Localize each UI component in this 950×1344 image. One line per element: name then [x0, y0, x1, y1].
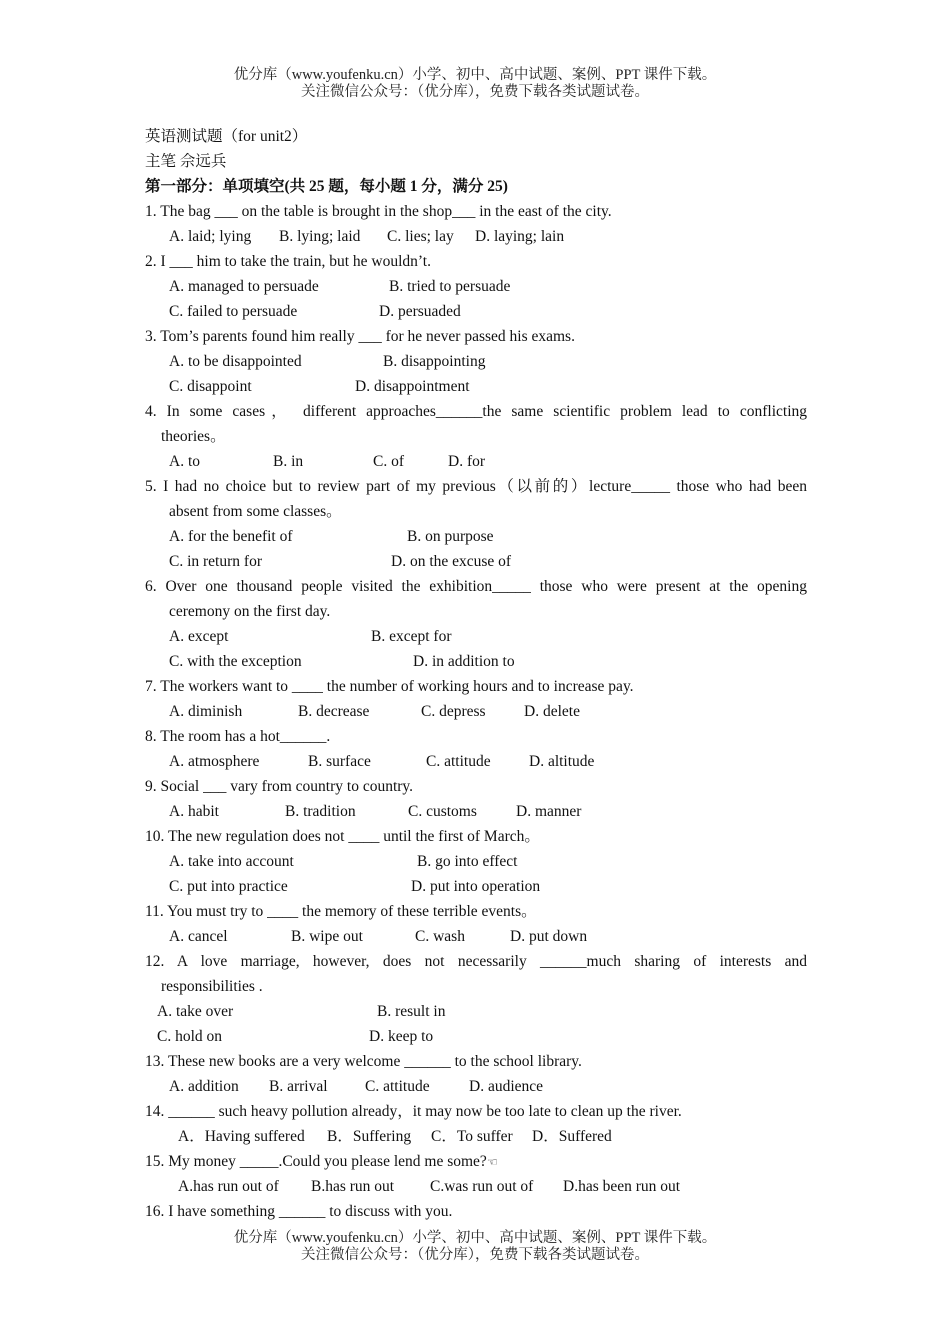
option-d: D. laying; lain	[475, 228, 565, 245]
question-stem: 5. I had no choice but to review part of my previous（以前的）lecture_____ those who had been	[145, 478, 807, 495]
option-d: D. manner	[516, 803, 582, 820]
doc-title: 英语测试题（for unit2）	[145, 128, 308, 145]
option-d: D. in addition to	[413, 653, 515, 670]
option-c: C. disappoint	[169, 378, 252, 395]
option-a: A. atmosphere	[169, 753, 260, 770]
option-c: C. attitude	[365, 1078, 430, 1095]
options-row	[145, 349, 807, 374]
option-b: B.has run out	[311, 1178, 395, 1195]
option-d: D. audience	[469, 1078, 544, 1095]
option-b: B. wipe out	[291, 928, 363, 945]
header-line-2: 关注微信公众号：（优分库），免费下载各类试题试卷。	[301, 84, 649, 100]
option-a: A. laid; lying	[169, 228, 252, 245]
question-stem: 4. In some cases， different approaches______the same scientific problem lead to conflicting	[145, 403, 807, 420]
question-stem: 1. The bag ___ on the table is brought in the shop___ in the east of the city.	[145, 203, 612, 220]
option-b: B．Suffering	[327, 1128, 412, 1145]
option-a: A. to	[169, 453, 200, 470]
option-b: B. arrival	[269, 1078, 328, 1095]
option-a: A. for the benefit of	[169, 528, 293, 545]
question-stem: 9. Social ___ vary from country to country.	[145, 778, 414, 795]
question-stem: 14. ______ such heavy pollution already，it may now be too late to clean up the river.	[145, 1103, 682, 1120]
options-row	[145, 799, 807, 824]
question-stem: 8. The room has a hot______.	[145, 728, 331, 745]
question-stem: 2. I ___ him to take the train, but he wouldn’t.	[145, 253, 431, 270]
option-b: B. decrease	[298, 703, 370, 720]
option-a: A．Having suffered	[178, 1128, 305, 1145]
option-b: B. except for	[371, 628, 452, 645]
options-row	[145, 449, 807, 474]
option-c: C. put into practice	[169, 878, 288, 895]
question-stem-continued: responsibilities .	[161, 978, 263, 995]
option-c: C. wash	[415, 928, 465, 945]
option-b: B. on purpose	[407, 528, 494, 545]
option-b: B. tradition	[285, 803, 356, 820]
options-row	[145, 874, 807, 899]
option-c: C. failed to persuade	[169, 303, 298, 320]
page-footer	[0, 1230, 950, 1264]
option-d: D. keep to	[369, 1028, 434, 1045]
question-stem-row	[145, 1149, 807, 1174]
question-stem: 15. My money _____.Could you please lend me some?	[145, 1153, 487, 1170]
options-row	[145, 699, 807, 724]
options-row	[145, 374, 807, 399]
option-a: A.has run out of	[178, 1178, 279, 1195]
section-heading: 第一部分：单项填空(共 25 题，每小题 1 分，满分 25)	[145, 178, 508, 195]
document-body	[145, 124, 807, 1224]
option-a: A. cancel	[169, 928, 228, 945]
option-d: D. put down	[510, 928, 588, 945]
options-row	[145, 1174, 807, 1199]
option-a: A. addition	[169, 1078, 239, 1095]
option-d: D.has been run out	[563, 1178, 681, 1195]
option-d: D．Suffered	[532, 1128, 612, 1145]
option-b: B. go into effect	[417, 853, 518, 870]
options-row	[145, 649, 807, 674]
options-row	[145, 1024, 807, 1049]
option-a: A. habit	[169, 803, 219, 820]
footer-line-1: 优分库（www.youfenku.cn）小学、初中、高中试题、案例、PPT 课件下载。	[233, 1230, 717, 1246]
options-row	[145, 224, 807, 249]
option-d: D. disappointment	[355, 378, 470, 395]
option-c: C. depress	[421, 703, 486, 720]
option-d: D. on the excuse of	[391, 553, 512, 570]
options-row	[145, 549, 807, 574]
question-stem: 13. These new books are a very welcome ______ to the school library.	[145, 1053, 582, 1070]
footer-line-2: 关注微信公众号：（优分库），免费下载各类试题试卷。	[301, 1247, 649, 1263]
options-row	[145, 1074, 807, 1099]
option-d: D. put into operation	[411, 878, 541, 895]
option-c: C. with the exception	[169, 653, 302, 670]
doc-author: 主笔 佘远兵	[145, 153, 227, 170]
question-stem: 12. A love marriage, however, does not necessarily ______much sharing of interests and	[145, 953, 807, 970]
page-header	[0, 67, 950, 101]
option-c: C.was run out of	[430, 1178, 534, 1195]
option-b: B. surface	[308, 753, 371, 770]
option-b: B. tried to persuade	[389, 278, 511, 295]
question-stem-continued: theories。	[161, 428, 226, 445]
question-stem: 11. You must try to ____ the memory of these terrible events。	[145, 903, 537, 920]
option-a: A. except	[169, 628, 229, 645]
question-stem: 3. Tom’s parents found him really ___ for he never passed his exams.	[145, 328, 575, 345]
option-b: B. disappointing	[383, 353, 486, 370]
option-c: C. customs	[408, 803, 477, 820]
option-b: B. result in	[377, 1003, 446, 1020]
option-d: D. delete	[524, 703, 580, 720]
option-d: D. altitude	[529, 753, 595, 770]
options-row	[145, 1124, 807, 1149]
option-a: A. diminish	[169, 703, 243, 720]
question-stem: 6. Over one thousand people visited the exhibition_____ those who were present at the opening	[145, 578, 807, 595]
option-c: C. lies; lay	[387, 228, 454, 245]
options-row	[145, 624, 807, 649]
option-b: B. lying; laid	[279, 228, 361, 245]
options-row	[145, 524, 807, 549]
options-row	[145, 749, 807, 774]
question-stem-continued: ceremony on the first day.	[169, 603, 331, 620]
option-a: A. take into account	[169, 853, 294, 870]
option-c: C. in return for	[169, 553, 262, 570]
options-row	[145, 924, 807, 949]
question-stem: 7. The workers want to ____ the number of working hours and to increase pay.	[145, 678, 634, 695]
options-row	[145, 299, 807, 324]
option-a: A. managed to persuade	[169, 278, 319, 295]
option-d: D. persuaded	[379, 303, 461, 320]
option-c: C．To suffer	[431, 1128, 513, 1145]
option-a: A. to be disappointed	[169, 353, 302, 370]
option-c: C. attitude	[426, 753, 491, 770]
options-row	[145, 999, 807, 1024]
options-row	[145, 274, 807, 299]
hand-pointing-icon: ☜	[486, 1155, 498, 1169]
option-a: A. take over	[157, 1003, 234, 1020]
option-d: D. for	[448, 453, 486, 470]
question-stem-continued: absent from some classes。	[169, 503, 342, 520]
header-line-1: 优分库（www.youfenku.cn）小学、初中、高中试题、案例、PPT 课件下载。	[233, 67, 717, 83]
question-stem: 16. I have something ______ to discuss with you.	[145, 1203, 453, 1220]
question-stem: 10. The new regulation does not ____ until the first of March。	[145, 828, 540, 845]
options-row	[145, 849, 807, 874]
option-c: C. hold on	[157, 1028, 223, 1045]
option-c: C. of	[373, 453, 404, 470]
option-b: B. in	[273, 453, 304, 470]
